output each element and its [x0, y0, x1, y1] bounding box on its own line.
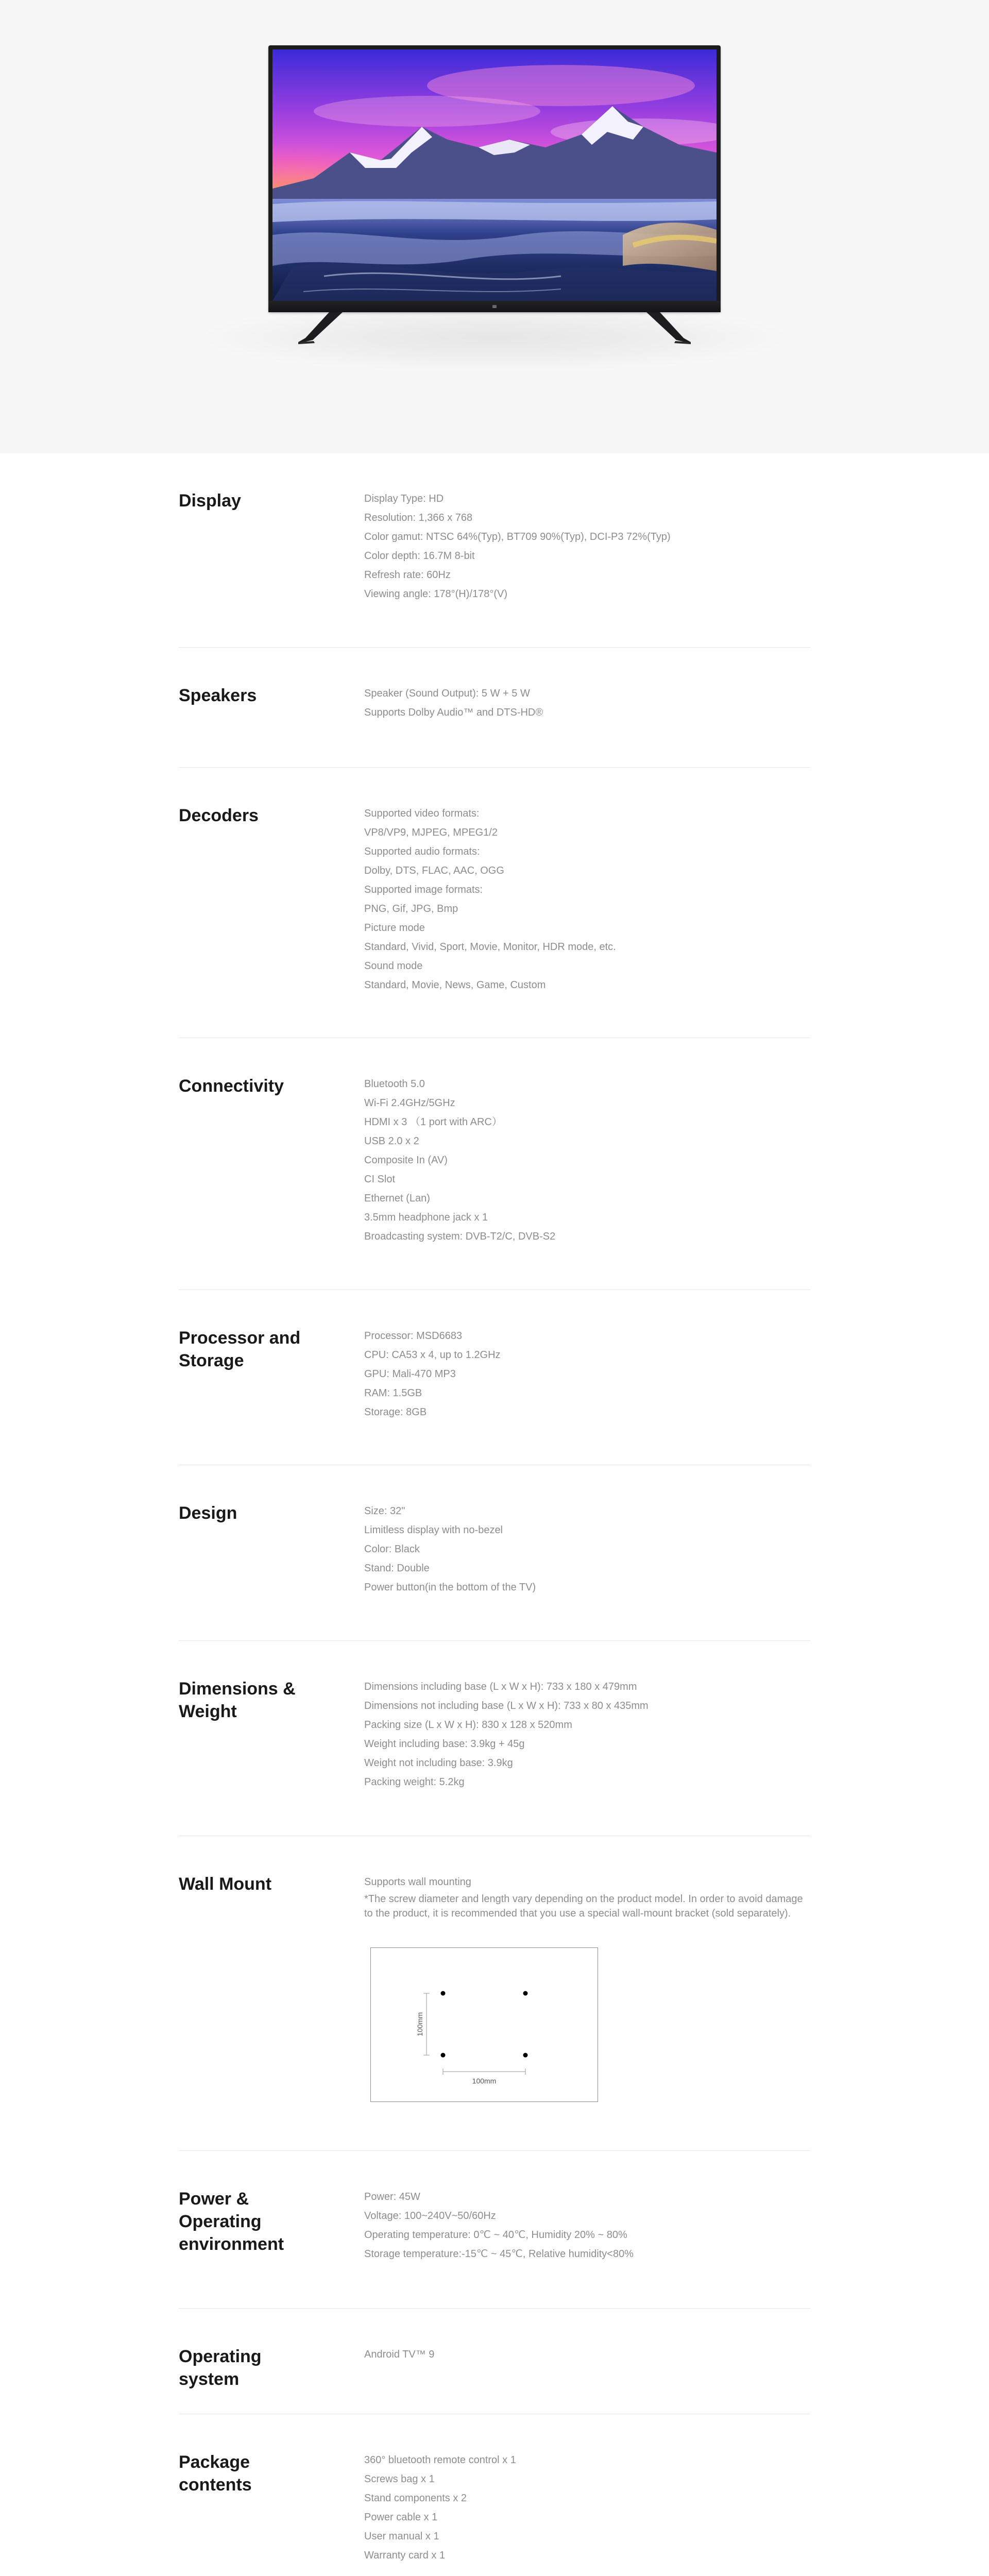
spec-line: Speaker (Sound Output): 5 W + 5 W	[364, 688, 530, 699]
spec-line: Bluetooth 5.0	[364, 1078, 425, 1090]
spec-line: PNG, Gif, JPG, Bmp	[364, 903, 458, 914]
spec-line: CPU: CA53 x 4, up to 1.2GHz	[364, 1349, 501, 1361]
spec-line: 360° bluetooth remote control x 1	[364, 2454, 516, 2466]
spec-line: VP8/VP9, MJPEG, MPEG1/2	[364, 827, 498, 838]
mount-hole-top-right	[523, 1991, 528, 1996]
spec-details	[364, 1327, 807, 1422]
spec-line: Ethernet (Lan)	[364, 1193, 430, 1204]
spec-line: Weight including base: 3.9kg + 45g	[364, 1738, 525, 1750]
spec-title: Speakers	[179, 686, 257, 705]
spec-line: Storage: 8GB	[364, 1406, 427, 1418]
spec-processor-storage	[179, 1327, 810, 1465]
spec-line: Power cable x 1	[364, 2512, 438, 2523]
spec-line: USB 2.0 x 2	[364, 1136, 419, 1147]
spec-display	[179, 489, 810, 648]
spec-title: Power & Operating environment	[179, 2189, 284, 2254]
spec-line: Screws bag x 1	[364, 2473, 435, 2485]
spec-title: Design	[179, 1503, 237, 1523]
spec-line: Power button(in the bottom of the TV)	[364, 1582, 536, 1593]
spec-details	[364, 2451, 807, 2565]
spec-speakers	[179, 684, 810, 768]
spec-line: Power: 45W	[364, 2191, 420, 2202]
spec-line: Processor: MSD6683	[364, 1330, 463, 1342]
spec-line: Supports wall mounting	[364, 1876, 471, 1888]
spec-line: Supported image formats:	[364, 884, 483, 895]
hero-banner	[0, 0, 989, 453]
spec-line: Supported video formats:	[364, 808, 480, 819]
spec-operating-system	[179, 2345, 810, 2414]
spec-line: Picture mode	[364, 922, 425, 934]
spec-line: Stand components x 2	[364, 2493, 467, 2504]
spec-line: Dimensions including base (L x W x H): 733 x 180 x 479mm	[364, 1681, 637, 1692]
spec-line: Packing weight: 5.2kg	[364, 1776, 465, 1788]
spec-details	[364, 1873, 807, 1921]
spec-details	[364, 1502, 807, 1597]
section-divider	[179, 1640, 810, 1641]
spec-decoders	[179, 804, 810, 1038]
spec-line: HDMI x 3 （1 port with ARC）	[364, 1116, 502, 1128]
spec-line: Weight not including base: 3.9kg	[364, 1757, 513, 1769]
spec-title: Operating system	[179, 2347, 262, 2389]
mount-hole-bottom-right	[523, 2053, 528, 2058]
spec-line: Operating temperature: 0℃ ~ 40℃, Humidity 20% ~ 80%	[364, 2229, 627, 2241]
spec-title: Wall Mount	[179, 1874, 272, 1894]
spec-line: Voltage: 100~240V~50/60Hz	[364, 2210, 496, 2222]
tv-logo-icon	[492, 305, 497, 308]
spec-line: Wi-Fi 2.4GHz/5GHz	[364, 1097, 455, 1109]
spec-connectivity	[179, 1075, 810, 1290]
spec-line: Standard, Vivid, Sport, Movie, Monitor, HDR mode, etc.	[364, 941, 616, 953]
spec-line: Supports Dolby Audio™ and DTS-HD®	[364, 707, 543, 718]
spec-line: Display Type: HD	[364, 493, 444, 504]
spec-power-environment	[179, 2188, 810, 2309]
spec-title: Package contents	[179, 2452, 252, 2495]
spec-line: Resolution: 1,366 x 768	[364, 512, 473, 523]
spec-title: Dimensions & Weight	[179, 1679, 296, 1721]
section-divider	[179, 2308, 810, 2309]
spec-details	[364, 1075, 807, 1246]
spec-package-contents	[179, 2451, 810, 2576]
spec-line: Broadcasting system: DVB-T2/C, DVB-S2	[364, 1231, 556, 1242]
spec-design	[179, 1502, 810, 1641]
spec-line: Composite In (AV)	[364, 1155, 448, 1166]
spec-wall-mount	[179, 1873, 810, 2151]
tv-right-leg	[634, 312, 691, 344]
section-divider	[179, 647, 810, 648]
spec-line: Warranty card x 1	[364, 2550, 446, 2561]
spec-line: Dimensions not including base (L x W x H): 733 x 80 x 435mm	[364, 1700, 649, 1711]
spec-details	[364, 1677, 807, 1792]
spec-line: Color gamut: NTSC 64%(Typ), BT709 90%(Typ), DCI-P3 72%(Typ)	[364, 531, 671, 543]
spec-details	[364, 2188, 807, 2264]
vertical-dimension-label: 100mm	[416, 2012, 424, 2037]
spec-title: Connectivity	[179, 1076, 284, 1096]
spec-line: Stand: Double	[364, 1563, 430, 1574]
wall-mount-diagram	[370, 1947, 598, 2102]
spec-line: Standard, Movie, News, Game, Custom	[364, 979, 546, 991]
spec-line: GPU: Mali-470 MP3	[364, 1368, 456, 1380]
spec-line: RAM: 1.5GB	[364, 1387, 422, 1399]
spec-line: Size: 32"	[364, 1505, 405, 1517]
spec-line: CI Slot	[364, 1174, 396, 1185]
section-divider	[179, 767, 810, 768]
spec-line: 3.5mm headphone jack x 1	[364, 1212, 488, 1223]
spec-line: Packing size (L x W x H): 830 x 128 x 520mm	[364, 1719, 572, 1731]
tv-left-leg	[298, 312, 355, 344]
spec-line: Supported audio formats:	[364, 846, 480, 857]
spec-line: Storage temperature:-15℃ ~ 45℃, Relative humidity<80%	[364, 2248, 634, 2260]
spec-line: Refresh rate: 60Hz	[364, 569, 451, 581]
spec-line: Color depth: 16.7M 8-bit	[364, 550, 475, 562]
spec-line: Limitless display with no-bezel	[364, 1524, 503, 1536]
spec-line: Dolby, DTS, FLAC, AAC, OGG	[364, 865, 504, 876]
wall-mount-note: *The screw diameter and length vary depending on the product model. In order to avoid damage to the product, it is recommended that you use a special wall-mount bracket (sold separately).	[364, 1893, 803, 1919]
spec-title: Processor and Storage	[179, 1328, 301, 1370]
spec-details	[364, 2345, 807, 2364]
spec-line: User manual x 1	[364, 2531, 439, 2542]
section-divider	[179, 2150, 810, 2151]
tv-screen-landscape	[272, 49, 717, 301]
horizontal-dimension-label: 100mm	[472, 2077, 497, 2085]
mount-hole-top-left	[441, 1991, 446, 1996]
spec-line: Android TV™ 9	[364, 2349, 435, 2360]
spec-title: Decoders	[179, 806, 259, 825]
spec-title: Display	[179, 491, 241, 511]
spec-line: Viewing angle: 178°(H)/178°(V)	[364, 588, 507, 600]
mount-hole-bottom-left	[441, 2053, 446, 2058]
spec-dimensions-weight	[179, 1677, 810, 1836]
spec-line: Color: Black	[364, 1544, 420, 1555]
tv-product-image	[268, 45, 721, 344]
spec-details	[364, 684, 807, 722]
spec-line: Sound mode	[364, 960, 423, 972]
spec-details	[364, 489, 807, 604]
spec-details	[364, 804, 807, 995]
